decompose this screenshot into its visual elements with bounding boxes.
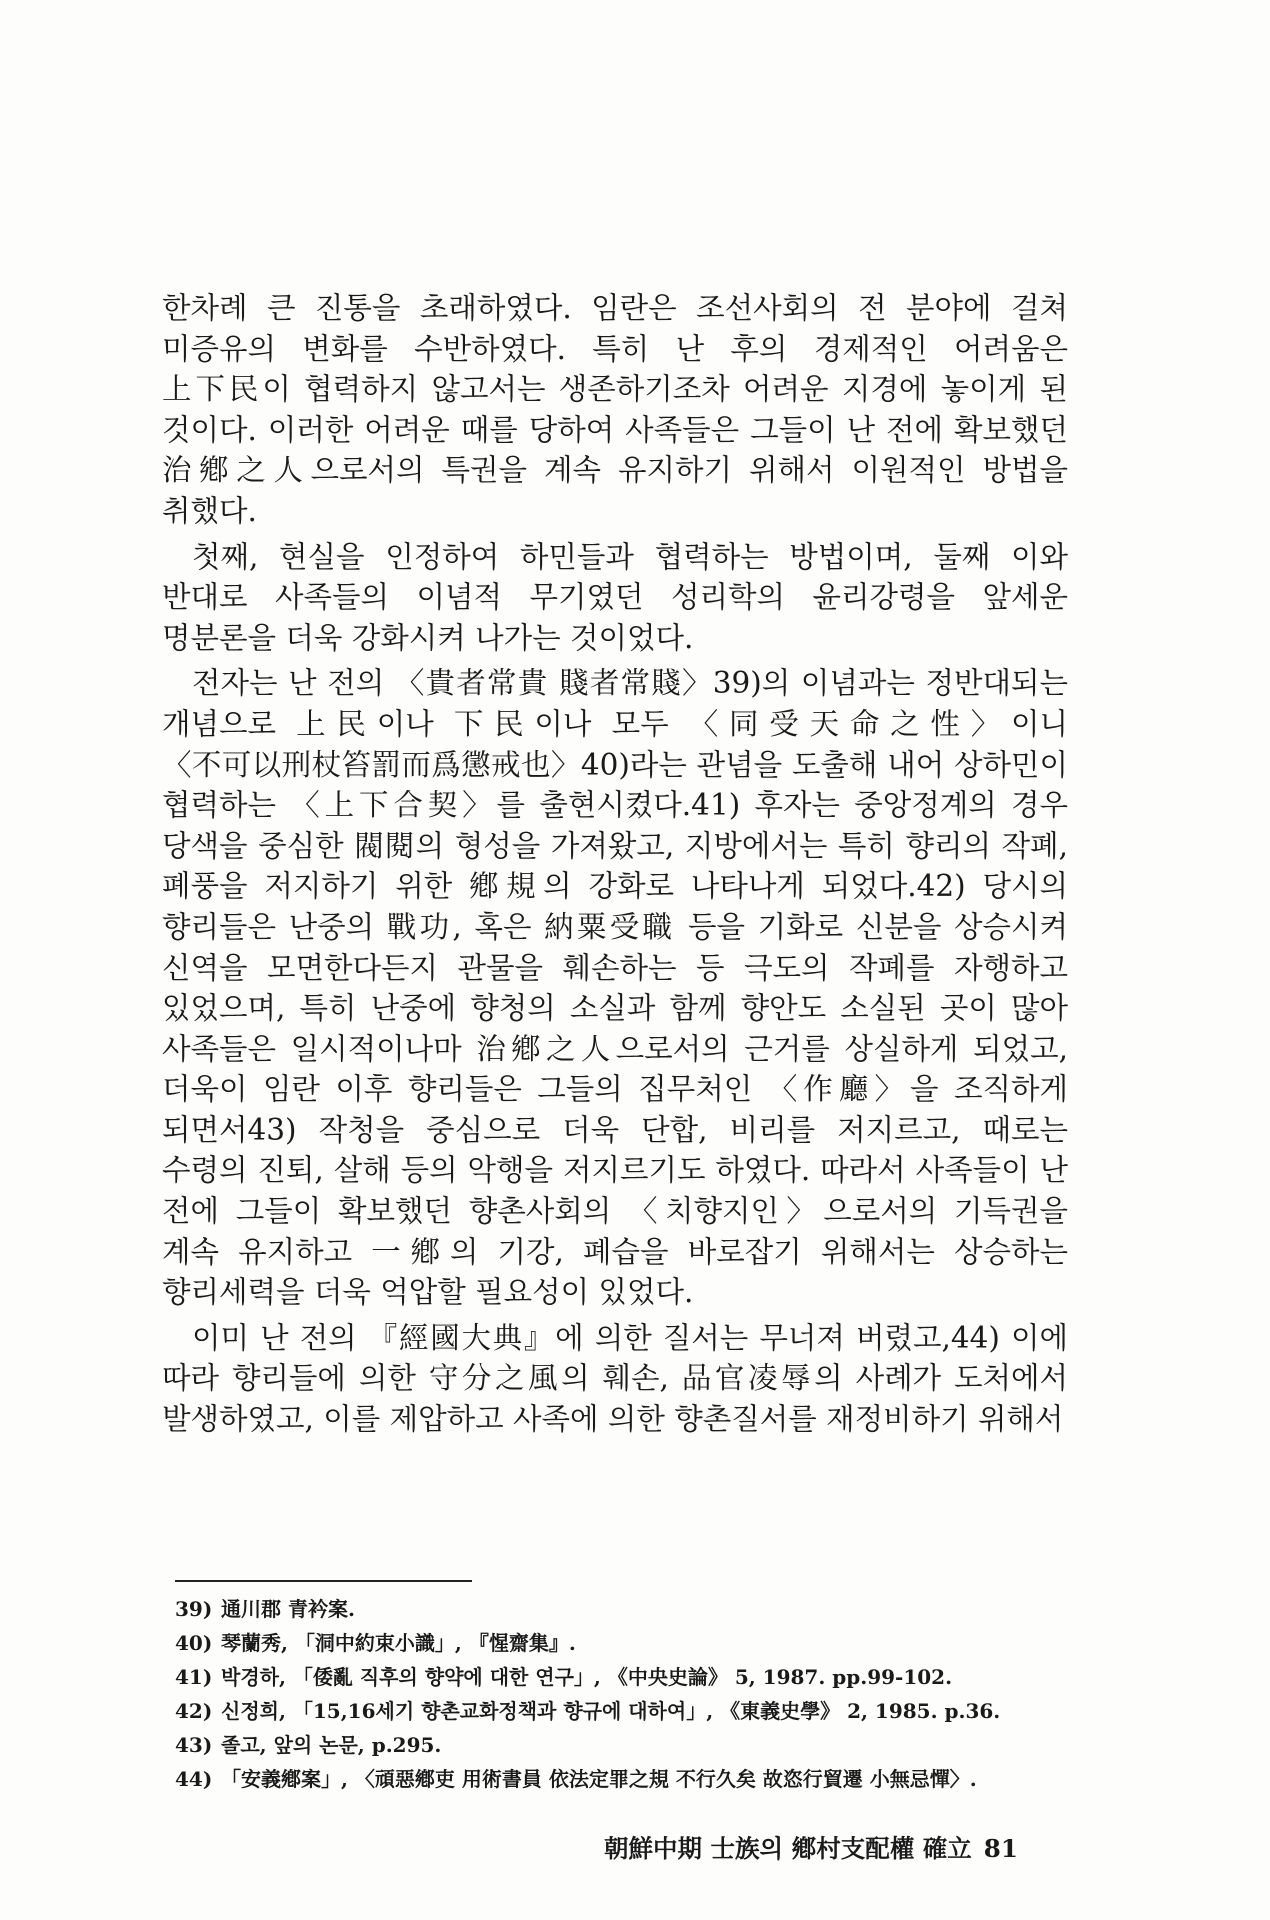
paragraph-1: 한차례 큰 진통을 초래하였다. 임란은 조선사회의 전 분야에 걸쳐 미증유의 변화를 수반하였다. 특히 난 후의 경제적인 어려움은 上下民이 협력하지 않고서는 생존하기조차 어려운 지경에 놓이게 된 것이다. 이러한 어려운 때를 당하여 사족들은 그들이 난 전에 확보했던 治鄕之人으로서의 특권을 계속 유지하기 위해서 이원적인 방법을 취했다. [162,291,1068,528]
footnote-text: 신정희, 「15,16세기 향촌교화정책과 향규에 대하여」, 《東義史學》 2, 1985. p.36. [221,1699,1001,1723]
footnote-42 [175,1694,1075,1728]
footnote-text: 「安義鄕案」, 〈頑惡鄕吏 用術書員 依法定罪之規 不行久矣 故恣行貿遷 小無忌憚〉. [221,1767,977,1791]
page-number: 81 [983,1834,1018,1863]
footnote-43 [175,1728,1075,1762]
footnote-divider [175,1580,472,1582]
footnote-number: 40) [175,1631,213,1655]
running-title: 朝鮮中期 士族의 鄕村支配權 確立 [604,1834,972,1863]
footnote-40 [175,1626,1075,1660]
footnote-text: 通川郡 青衿案. [221,1597,355,1621]
footnote-number: 39) [175,1597,213,1621]
footnote-41 [175,1660,1075,1694]
paragraph-4: 이미 난 전의 『經國大典』에 의한 질서는 무너져 버렸고,44) 이에 따라 향리들에 의한 守分之風의 훼손, 品官凌辱의 사례가 도처에서 발생하였고, 이를 제압하고 사족에 의한 향촌질서를 재정비하기 위해서 [162,1320,1068,1437]
footnotes [175,1592,1075,1796]
footnote-text: 琴蘭秀, 「洞中約束小識」, 『惺齋集』. [221,1631,576,1655]
footnote-text: 박경하, 「倭亂 직후의 향약에 대한 연구」, 《中央史論》 5, 1987. pp.99-102. [221,1665,953,1689]
paragraph-2: 첫째, 현실을 인정하여 하민들과 협력하는 방법이며, 둘째 이와 반대로 사족들의 이념적 무기였던 성리학의 윤리강령을 앞세운 명분론을 더욱 강화시켜 나가는 것이었다. [162,539,1068,655]
footnote-39 [175,1592,1075,1626]
footnote-number: 41) [175,1665,213,1689]
footnote-text: 졸고, 앞의 논문, p.295. [221,1733,442,1757]
footnote-number: 44) [175,1767,213,1791]
footnote-44 [175,1762,1075,1796]
body-text [162,288,1068,1445]
paragraph-3: 전자는 난 전의 〈貴者常貴 賤者常賤〉39)의 이념과는 정반대되는 개념으로 上民이나 下民이나 모두 〈同受天命之性〉이니 〈不可以刑杖笞罰而爲懲戒也〉40)라는 관념을 도출해 내어 상하민이 협력하는 〈上下合契〉를 출현시켰다.41) 후자는 중앙정계의 경우 당색을 중심한 閥閱의 형성을 가져왔고, 지방에서는 특히 향리의 작폐, 폐풍을 저지하기 위한 鄕規의 강화로 나타나게 되었다.42) 당시의 향리들은 난중의 戰功, 혹은 納粟受職 등을 기화로 신분을 상승시켜 신역을 모면한다든지 관물을 훼손하는 등 극도의 작폐를 자행하고 있었으며, 특히 난중에 향청의 소실과 함께 향안도 소실된 곳이 많아 사족들은 일시적이나마 治鄕之人으로서의 근거를 상실하게 되었고, 더욱이 임란 이후 향리들은 그들의 집무처인 〈作廳〉을 조직하게 되면서43) 작청을 중심으로 더욱 단합, 비리를 저지르고, 때로는 수령의 진퇴, 살해 등의 악행을 저지르기도 하였다. 따라서 사족들이 난 전에 그들이 확보했던 향촌사회의 〈치향지인〉으로서의 기득권을 계속 유지하고 一鄕의 기강, 폐습을 바로잡기 위해서는 상승하는 향리세력을 더욱 억압할 필요성이 있었다. [162,666,1068,1310]
footnote-number: 42) [175,1699,213,1723]
footnote-number: 43) [175,1733,213,1757]
running-footer [604,1830,1074,1865]
